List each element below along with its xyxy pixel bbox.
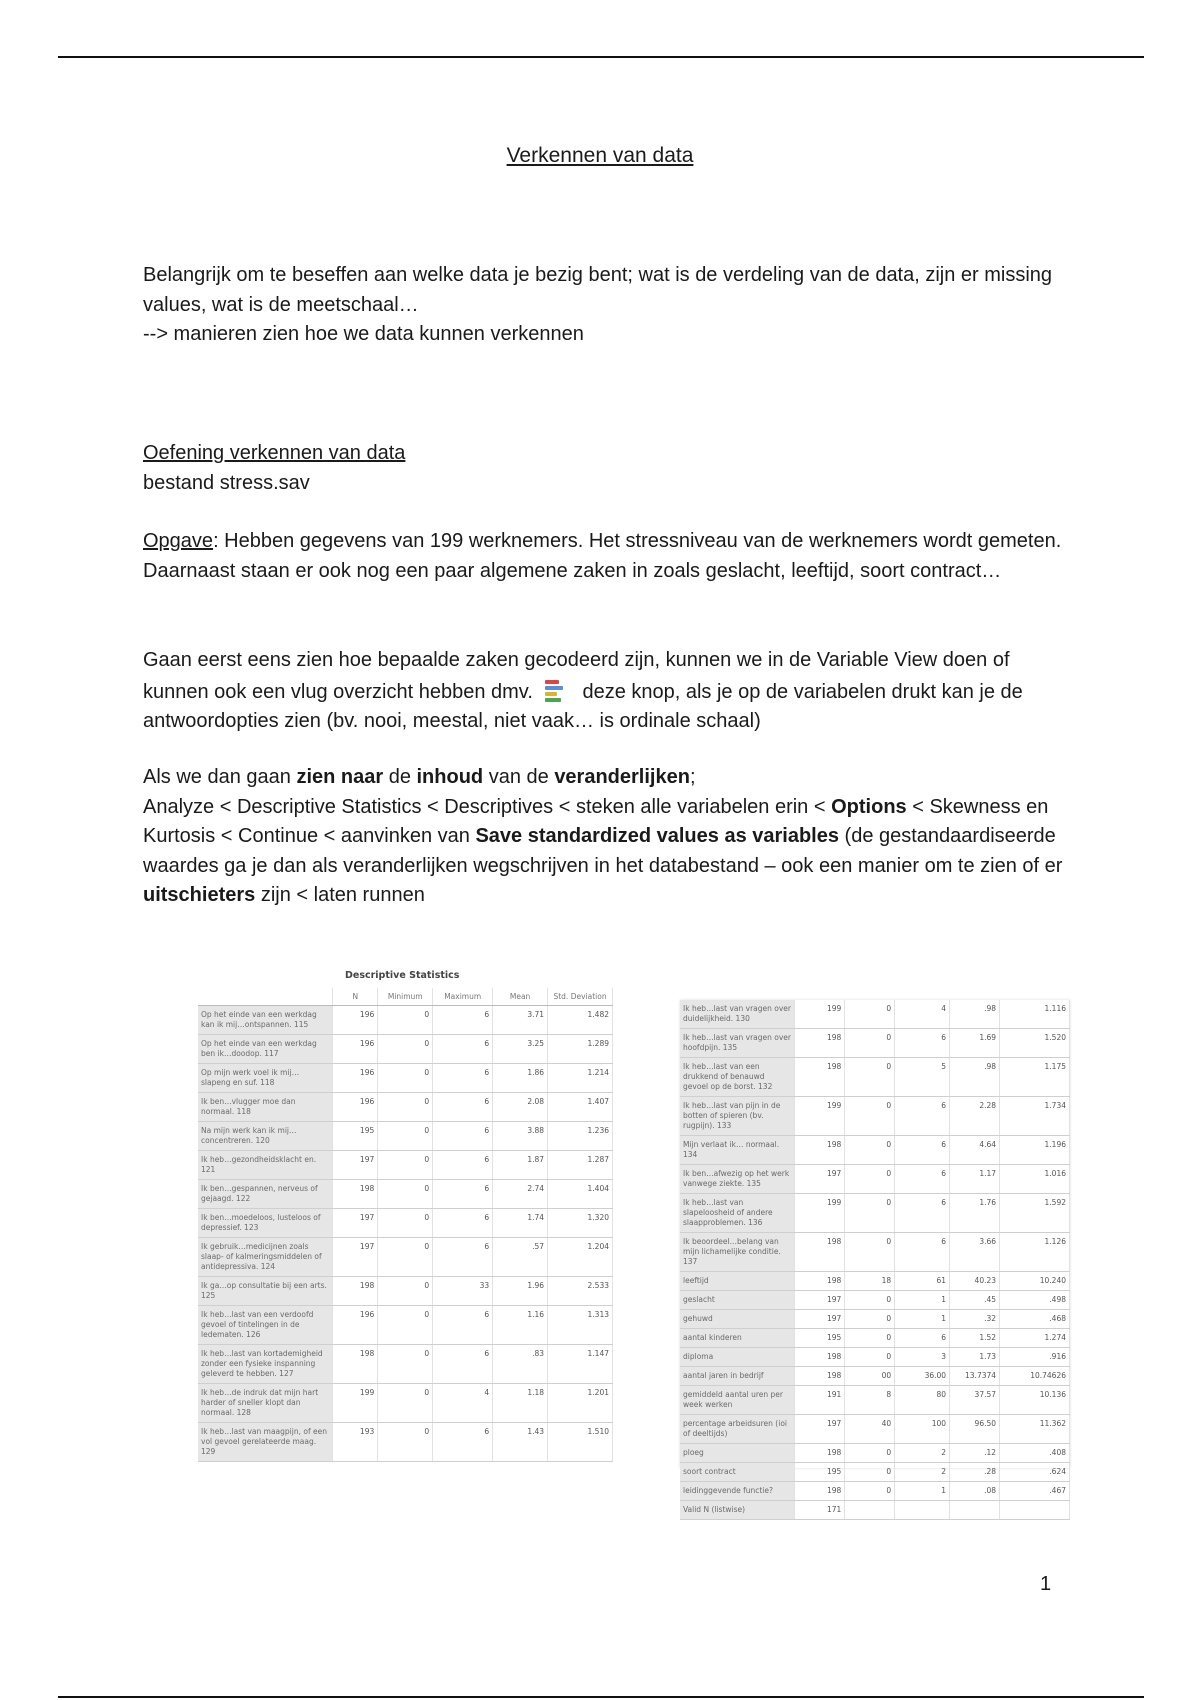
row-label: Op het einde van een werkdag kan ik mij…ontspannen. 115 [198, 1006, 333, 1035]
table-cell: .98 [950, 1000, 1000, 1029]
row-label: Ik heb…last van kortademigheid zonder een fysieke inspanning geleverd te hebben. 127 [198, 1345, 333, 1384]
table-cell: 1.18 [493, 1384, 548, 1423]
analyze-text: van de [483, 766, 555, 788]
table-row [680, 1233, 1070, 1272]
exercise-heading: Oefening verkennen van data [143, 442, 406, 464]
table-cell: 0 [845, 1029, 895, 1058]
row-label: Ik gebruik…medicijnen zoals slaap- of kalmeringsmiddelen of antidepressiva. 124 [198, 1238, 333, 1277]
header-rule [58, 56, 1144, 58]
table-cell: 1.214 [548, 1064, 613, 1093]
row-label: leeftijd [680, 1272, 795, 1291]
task-label: Opgave [143, 530, 214, 552]
table-cell: 1 [895, 1310, 950, 1329]
table-cell: .32 [950, 1310, 1000, 1329]
table-cell: 6 [895, 1233, 950, 1272]
table-cell: 199 [795, 1194, 845, 1233]
table-cell: 6 [895, 1194, 950, 1233]
table-cell: 0 [378, 1238, 433, 1277]
page-number: 1 [1040, 1573, 1052, 1595]
analyze-bold: veranderlijken [554, 766, 690, 788]
table-cell: 1.126 [1000, 1233, 1070, 1272]
table-cell: 1.236 [548, 1122, 613, 1151]
table-cell: 1.116 [1000, 1000, 1070, 1029]
column-header: Maximum [433, 988, 493, 1006]
table-cell: 196 [333, 1306, 378, 1345]
table-cell: 6 [433, 1122, 493, 1151]
table-cell: 6 [895, 1136, 950, 1165]
row-label: leidinggevende functie? [680, 1482, 795, 1501]
table-cell: 198 [795, 1029, 845, 1058]
table-cell: 198 [333, 1277, 378, 1306]
table-cell: 0 [845, 1444, 895, 1463]
table-cell: 0 [845, 1058, 895, 1097]
table-cell: .45 [950, 1291, 1000, 1310]
table-cell: 6 [895, 1329, 950, 1348]
intro-line-1: Belangrijk om te beseffen aan welke data je bezig bent; wat is de verdeling van de data, zijn er missing values, wat is de meetschaal… [143, 264, 1053, 316]
column-header: Minimum [378, 988, 433, 1006]
row-label: Ik heb…last van pijn in de botten of spieren (bv. rugpijn). 133 [680, 1097, 795, 1136]
table-cell: 198 [333, 1345, 378, 1384]
table-cell: 1.274 [1000, 1329, 1070, 1348]
table-cell: 1.592 [1000, 1194, 1070, 1233]
table-cell: 199 [795, 1097, 845, 1136]
table-row [680, 1348, 1070, 1367]
table-cell: 1 [895, 1291, 950, 1310]
table-cell: 198 [795, 1233, 845, 1272]
analyze-bold: inhoud [416, 766, 484, 788]
row-label: geslacht [680, 1291, 795, 1310]
row-label: Op het einde van een werkdag ben ik…doodop. 117 [198, 1035, 333, 1064]
table-cell: 37.57 [950, 1386, 1000, 1415]
table-row [680, 1310, 1070, 1329]
analyze-text: Analyze < Descriptive Statistics < Descriptives < steken alle variabelen erin < [143, 795, 832, 818]
intro-paragraph [143, 261, 1073, 350]
table-cell: 1.734 [1000, 1097, 1070, 1136]
table-cell: 199 [795, 1000, 845, 1029]
table-cell: .408 [1000, 1444, 1070, 1463]
table-cell: 3.25 [493, 1035, 548, 1064]
table-cell: .12 [950, 1444, 1000, 1463]
table-cell: 0 [845, 1136, 895, 1165]
table-cell: 0 [378, 1384, 433, 1423]
table-cell: 196 [333, 1006, 378, 1035]
table-cell: 0 [378, 1306, 433, 1345]
table-cell: 2.74 [493, 1180, 548, 1209]
row-label: diploma [680, 1348, 795, 1367]
table-cell: 6 [433, 1180, 493, 1209]
table-cell: 1.287 [548, 1151, 613, 1180]
table-cell: 10.240 [1000, 1272, 1070, 1291]
table-cell: 4.64 [950, 1136, 1000, 1165]
table-cell: 6 [433, 1423, 493, 1462]
table-cell: 198 [795, 1136, 845, 1165]
row-label: Ik ga…op consultatie bij een arts. 125 [198, 1277, 333, 1306]
table-cell: 197 [333, 1238, 378, 1277]
table-cell: 1.86 [493, 1064, 548, 1093]
table-cell: 0 [378, 1345, 433, 1384]
table-cell: 6 [433, 1064, 493, 1093]
table-cell: 0 [845, 1463, 895, 1482]
analyze-bold: Save standardized values as variables [475, 825, 839, 847]
table-cell: 2.533 [548, 1277, 613, 1306]
table-cell: 1.201 [548, 1384, 613, 1423]
table-cell: 196 [333, 1064, 378, 1093]
table-cell: 197 [795, 1291, 845, 1310]
table-cell: 2.08 [493, 1093, 548, 1122]
table-cell: 0 [378, 1209, 433, 1238]
table-title: Descriptive Statistics [345, 970, 460, 981]
table-row [680, 1136, 1070, 1165]
table-cell: 3.66 [950, 1233, 1000, 1272]
table-row [680, 1272, 1070, 1291]
table-cell: 1.147 [548, 1345, 613, 1384]
descriptive-statistics-table-left [198, 988, 613, 1573]
table-cell: 0 [845, 1233, 895, 1272]
table-cell: 3.88 [493, 1122, 548, 1151]
table-cell: 0 [378, 1006, 433, 1035]
table-cell: 61 [895, 1272, 950, 1291]
table-cell: 1 [895, 1482, 950, 1501]
table-row [198, 1006, 613, 1035]
coding-paragraph [143, 646, 1073, 737]
table-cell: 8 [845, 1386, 895, 1415]
table-cell: 100 [895, 1415, 950, 1444]
table-row [680, 1463, 1070, 1482]
table-cell: 6 [895, 1097, 950, 1136]
analyze-paragraph [143, 763, 1073, 911]
table-row [198, 1122, 613, 1151]
table-cell: 196 [333, 1093, 378, 1122]
table-cell: .916 [1000, 1348, 1070, 1367]
table-cell: 0 [378, 1151, 433, 1180]
table-cell: 1.196 [1000, 1136, 1070, 1165]
table-cell: 1.407 [548, 1093, 613, 1122]
table-row [680, 1415, 1070, 1444]
table-cell: 1.73 [950, 1348, 1000, 1367]
table-cell: .08 [950, 1482, 1000, 1501]
table-cell: 197 [333, 1151, 378, 1180]
table-cell: 1.482 [548, 1006, 613, 1035]
row-label: gemiddeld aantal uren per week werken [680, 1386, 795, 1415]
column-header: Mean [493, 988, 548, 1006]
table-cell: .624 [1000, 1463, 1070, 1482]
table-cell: 0 [845, 1329, 895, 1348]
row-label: soort contract [680, 1463, 795, 1482]
analyze-text: (de gestandaardiseerde waardes ga je dan als veranderlijken wegschrijven in het databestand – ook een manier om te zien of er [143, 825, 1063, 877]
table-cell: 1.404 [548, 1180, 613, 1209]
analyze-bold: zien naar [296, 766, 384, 788]
row-label: Ik heb…gezondheidsklacht en. 121 [198, 1151, 333, 1180]
table-cell: 197 [795, 1415, 845, 1444]
table-cell: 10.74626 [1000, 1367, 1070, 1386]
row-label: Op mijn werk voel ik mij… slapeng en suf. 118 [198, 1064, 333, 1093]
analyze-bold: uitschieters [143, 884, 256, 906]
table-cell [895, 1501, 950, 1520]
table-cell: 11.362 [1000, 1415, 1070, 1444]
table-cell: 0 [378, 1180, 433, 1209]
table-cell: 196 [333, 1035, 378, 1064]
table-cell: 13.7374 [950, 1367, 1000, 1386]
table-cell: 1.175 [1000, 1058, 1070, 1097]
table-cell: 1.52 [950, 1329, 1000, 1348]
column-header: Std. Deviation [548, 988, 613, 1006]
table-cell: 1.74 [493, 1209, 548, 1238]
table-cell [1000, 1501, 1070, 1520]
table-row [680, 1058, 1070, 1097]
table-cell: 193 [333, 1423, 378, 1462]
table-cell: 6 [433, 1006, 493, 1035]
table-cell: 198 [795, 1348, 845, 1367]
coding-text-after: deze knop, als je op de variabelen drukt kan je de antwoordopties zien (bv. nooi, meestal, niet vaak… is ordinale schaal) [143, 680, 1023, 732]
table-row [198, 1384, 613, 1423]
table-cell: .498 [1000, 1291, 1070, 1310]
row-label: Ik heb…last van een verdoofd gevoel of tintelingen in de ledematen. 126 [198, 1306, 333, 1345]
analyze-bold: Options [831, 795, 907, 818]
task-paragraph [143, 527, 1073, 586]
table-cell: 198 [795, 1272, 845, 1291]
table-cell [845, 1501, 895, 1520]
table-row [198, 1180, 613, 1209]
table-cell: 0 [845, 1194, 895, 1233]
table-cell: 1.320 [548, 1209, 613, 1238]
table-cell: 96.50 [950, 1415, 1000, 1444]
table-row [198, 1345, 613, 1384]
table-cell: 1.313 [548, 1306, 613, 1345]
table-cell: 3.71 [493, 1006, 548, 1035]
table-cell: 195 [795, 1463, 845, 1482]
table-cell: 1.520 [1000, 1029, 1070, 1058]
table-cell: 36.00 [895, 1367, 950, 1386]
analyze-text: de [383, 766, 417, 788]
row-label: Ik ben…vlugger moe dan normaal. 118 [198, 1093, 333, 1122]
intro-line-2: --> manieren zien hoe we data kunnen verkennen [143, 323, 584, 345]
table-cell: 6 [433, 1306, 493, 1345]
table-cell: 2 [895, 1463, 950, 1482]
table-cell: 1.204 [548, 1238, 613, 1277]
table-cell: 0 [378, 1064, 433, 1093]
table-cell: 2 [895, 1444, 950, 1463]
table-cell: 6 [895, 1165, 950, 1194]
analyze-text: ; [689, 766, 696, 788]
table-cell: .57 [493, 1238, 548, 1277]
table-cell: 0 [845, 1291, 895, 1310]
row-label: Ik heb…last van vragen over duidelijkheid. 130 [680, 1000, 795, 1029]
row-label: Na mijn werk kan ik mij…concentreren. 120 [198, 1122, 333, 1151]
exercise-file: bestand stress.sav [143, 471, 310, 494]
table-cell: .28 [950, 1463, 1000, 1482]
table-cell: 1.16 [493, 1306, 548, 1345]
page-title: Verkennen van data [506, 144, 694, 167]
table-cell: 1.96 [493, 1277, 548, 1306]
table-row [680, 1386, 1070, 1415]
table-cell: 0 [378, 1277, 433, 1306]
table-cell: 195 [795, 1329, 845, 1348]
table-row [198, 1064, 613, 1093]
table-cell: .83 [493, 1345, 548, 1384]
table-row [680, 1444, 1070, 1463]
table-cell: 191 [795, 1386, 845, 1415]
table-cell: 171 [795, 1501, 845, 1520]
row-label: ploeg [680, 1444, 795, 1463]
table-cell: 1.510 [548, 1423, 613, 1462]
table-cell: 5 [895, 1058, 950, 1097]
table-cell: 195 [333, 1122, 378, 1151]
table-cell: 1.289 [548, 1035, 613, 1064]
row-label: Valid N (listwise) [680, 1501, 795, 1520]
table-cell: 1.69 [950, 1029, 1000, 1058]
table-row [680, 1097, 1070, 1136]
row-label: Ik ben…afwezig op het werk vanwege ziekte. 135 [680, 1165, 795, 1194]
column-header [198, 988, 333, 1006]
table-cell: .98 [950, 1058, 1000, 1097]
table-cell: 4 [433, 1384, 493, 1423]
table-cell: 1.17 [950, 1165, 1000, 1194]
table-cell: 198 [795, 1367, 845, 1386]
table-cell: 3 [895, 1348, 950, 1367]
variables-icon [539, 676, 569, 706]
row-label: Ik heb…last van slapeloosheid of andere slaapproblemen. 136 [680, 1194, 795, 1233]
table-cell: 0 [845, 1000, 895, 1029]
table-header-row [198, 988, 613, 1006]
table-row [198, 1093, 613, 1122]
table-cell: 198 [795, 1444, 845, 1463]
table-cell: 0 [378, 1035, 433, 1064]
task-text: : Hebben gegevens van 199 werknemers. Het stressniveau van de werknemers wordt gemeten. Daarnaast staan er ook nog een paar algemene zaken in zoals geslacht, leeftijd, soort contract… [143, 530, 1062, 582]
table-row [198, 1423, 613, 1462]
table-cell: 33 [433, 1277, 493, 1306]
table-cell: 40.23 [950, 1272, 1000, 1291]
row-label: Ik heb…de indruk dat mijn hart harder of sneller klopt dan normaal. 128 [198, 1384, 333, 1423]
table-cell: 6 [433, 1035, 493, 1064]
table-row [198, 1238, 613, 1277]
analyze-text: zijn < laten runnen [255, 884, 425, 906]
table-cell: 40 [845, 1415, 895, 1444]
table-row [198, 1035, 613, 1064]
table-cell: 198 [795, 1482, 845, 1501]
table-cell: 00 [845, 1367, 895, 1386]
table-cell: 6 [433, 1093, 493, 1122]
table-cell: 198 [333, 1180, 378, 1209]
table-cell [950, 1501, 1000, 1520]
table-row [680, 1029, 1070, 1058]
table-cell: 1.016 [1000, 1165, 1070, 1194]
statistics-table [680, 1000, 1070, 1520]
table-cell: 199 [333, 1384, 378, 1423]
table-cell: 80 [895, 1386, 950, 1415]
row-label: Ik heb…last van maagpijn, of een vol gevoel gerelateerde maag. 129 [198, 1423, 333, 1462]
table-row [680, 1367, 1070, 1386]
statistics-table [198, 988, 613, 1462]
row-label: Ik beoordeel…belang van mijn lichamelijke conditie. 137 [680, 1233, 795, 1272]
table-row [680, 1194, 1070, 1233]
table-cell: 1.43 [493, 1423, 548, 1462]
table-cell: 6 [433, 1238, 493, 1277]
table-cell: 0 [845, 1310, 895, 1329]
table-row [680, 1329, 1070, 1348]
column-header: N [333, 988, 378, 1006]
row-label: Ik ben…moedeloos, lusteloos of depressief. 123 [198, 1209, 333, 1238]
table-cell: 197 [333, 1209, 378, 1238]
table-row [198, 1277, 613, 1306]
analyze-text: < Skewness en Kurtosis < Continue < aanvinken van [143, 795, 1049, 847]
table-row [198, 1151, 613, 1180]
table-row [680, 1482, 1070, 1501]
table-row [680, 1291, 1070, 1310]
table-cell: 0 [378, 1093, 433, 1122]
row-label: aantal kinderen [680, 1329, 795, 1348]
table-row [680, 1165, 1070, 1194]
row-label: Ik heb…last van vragen over hoofdpijn. 135 [680, 1029, 795, 1058]
footer-rule [58, 1696, 1144, 1698]
table-cell: 198 [795, 1058, 845, 1097]
table-row [198, 1209, 613, 1238]
table-cell: 18 [845, 1272, 895, 1291]
table-cell: 10.136 [1000, 1386, 1070, 1415]
table-cell: 0 [845, 1165, 895, 1194]
exercise-block [143, 439, 1073, 498]
table-cell: 0 [845, 1482, 895, 1501]
row-label: Mijn verlaat ik… normaal. 134 [680, 1136, 795, 1165]
table-row [680, 1000, 1070, 1029]
table-cell: 0 [378, 1423, 433, 1462]
row-label: gehuwd [680, 1310, 795, 1329]
row-label: percentage arbeidsuren (ioi of deeltijds) [680, 1415, 795, 1444]
row-label: Ik ben…gespannen, nerveus of gejaagd. 122 [198, 1180, 333, 1209]
table-cell: 2.28 [950, 1097, 1000, 1136]
table-row [198, 1306, 613, 1345]
table-cell: 4 [895, 1000, 950, 1029]
row-label: Ik heb…last van een drukkend of benauwd gevoel op de borst. 132 [680, 1058, 795, 1097]
table-cell: .467 [1000, 1482, 1070, 1501]
descriptive-statistics-table-right [680, 1000, 1070, 1514]
table-cell: 197 [795, 1165, 845, 1194]
table-cell: 1.76 [950, 1194, 1000, 1233]
row-label: aantal jaren in bedrijf [680, 1367, 795, 1386]
table-cell: 6 [433, 1209, 493, 1238]
table-cell: 0 [378, 1122, 433, 1151]
table-cell: 6 [433, 1345, 493, 1384]
table-cell: 197 [795, 1310, 845, 1329]
analyze-text: Als we dan gaan [143, 766, 297, 788]
table-cell: 0 [845, 1348, 895, 1367]
coding-text-before: Gaan eerst eens zien hoe bepaalde zaken gecodeerd zijn, kunnen we in de Variable View doen of kunnen ook een vlug overzicht hebben dmv. [143, 649, 1010, 703]
table-cell: 0 [845, 1097, 895, 1136]
table-row [680, 1501, 1070, 1520]
table-cell: 6 [433, 1151, 493, 1180]
table-cell: .468 [1000, 1310, 1070, 1329]
table-cell: 6 [895, 1029, 950, 1058]
table-cell: 1.87 [493, 1151, 548, 1180]
